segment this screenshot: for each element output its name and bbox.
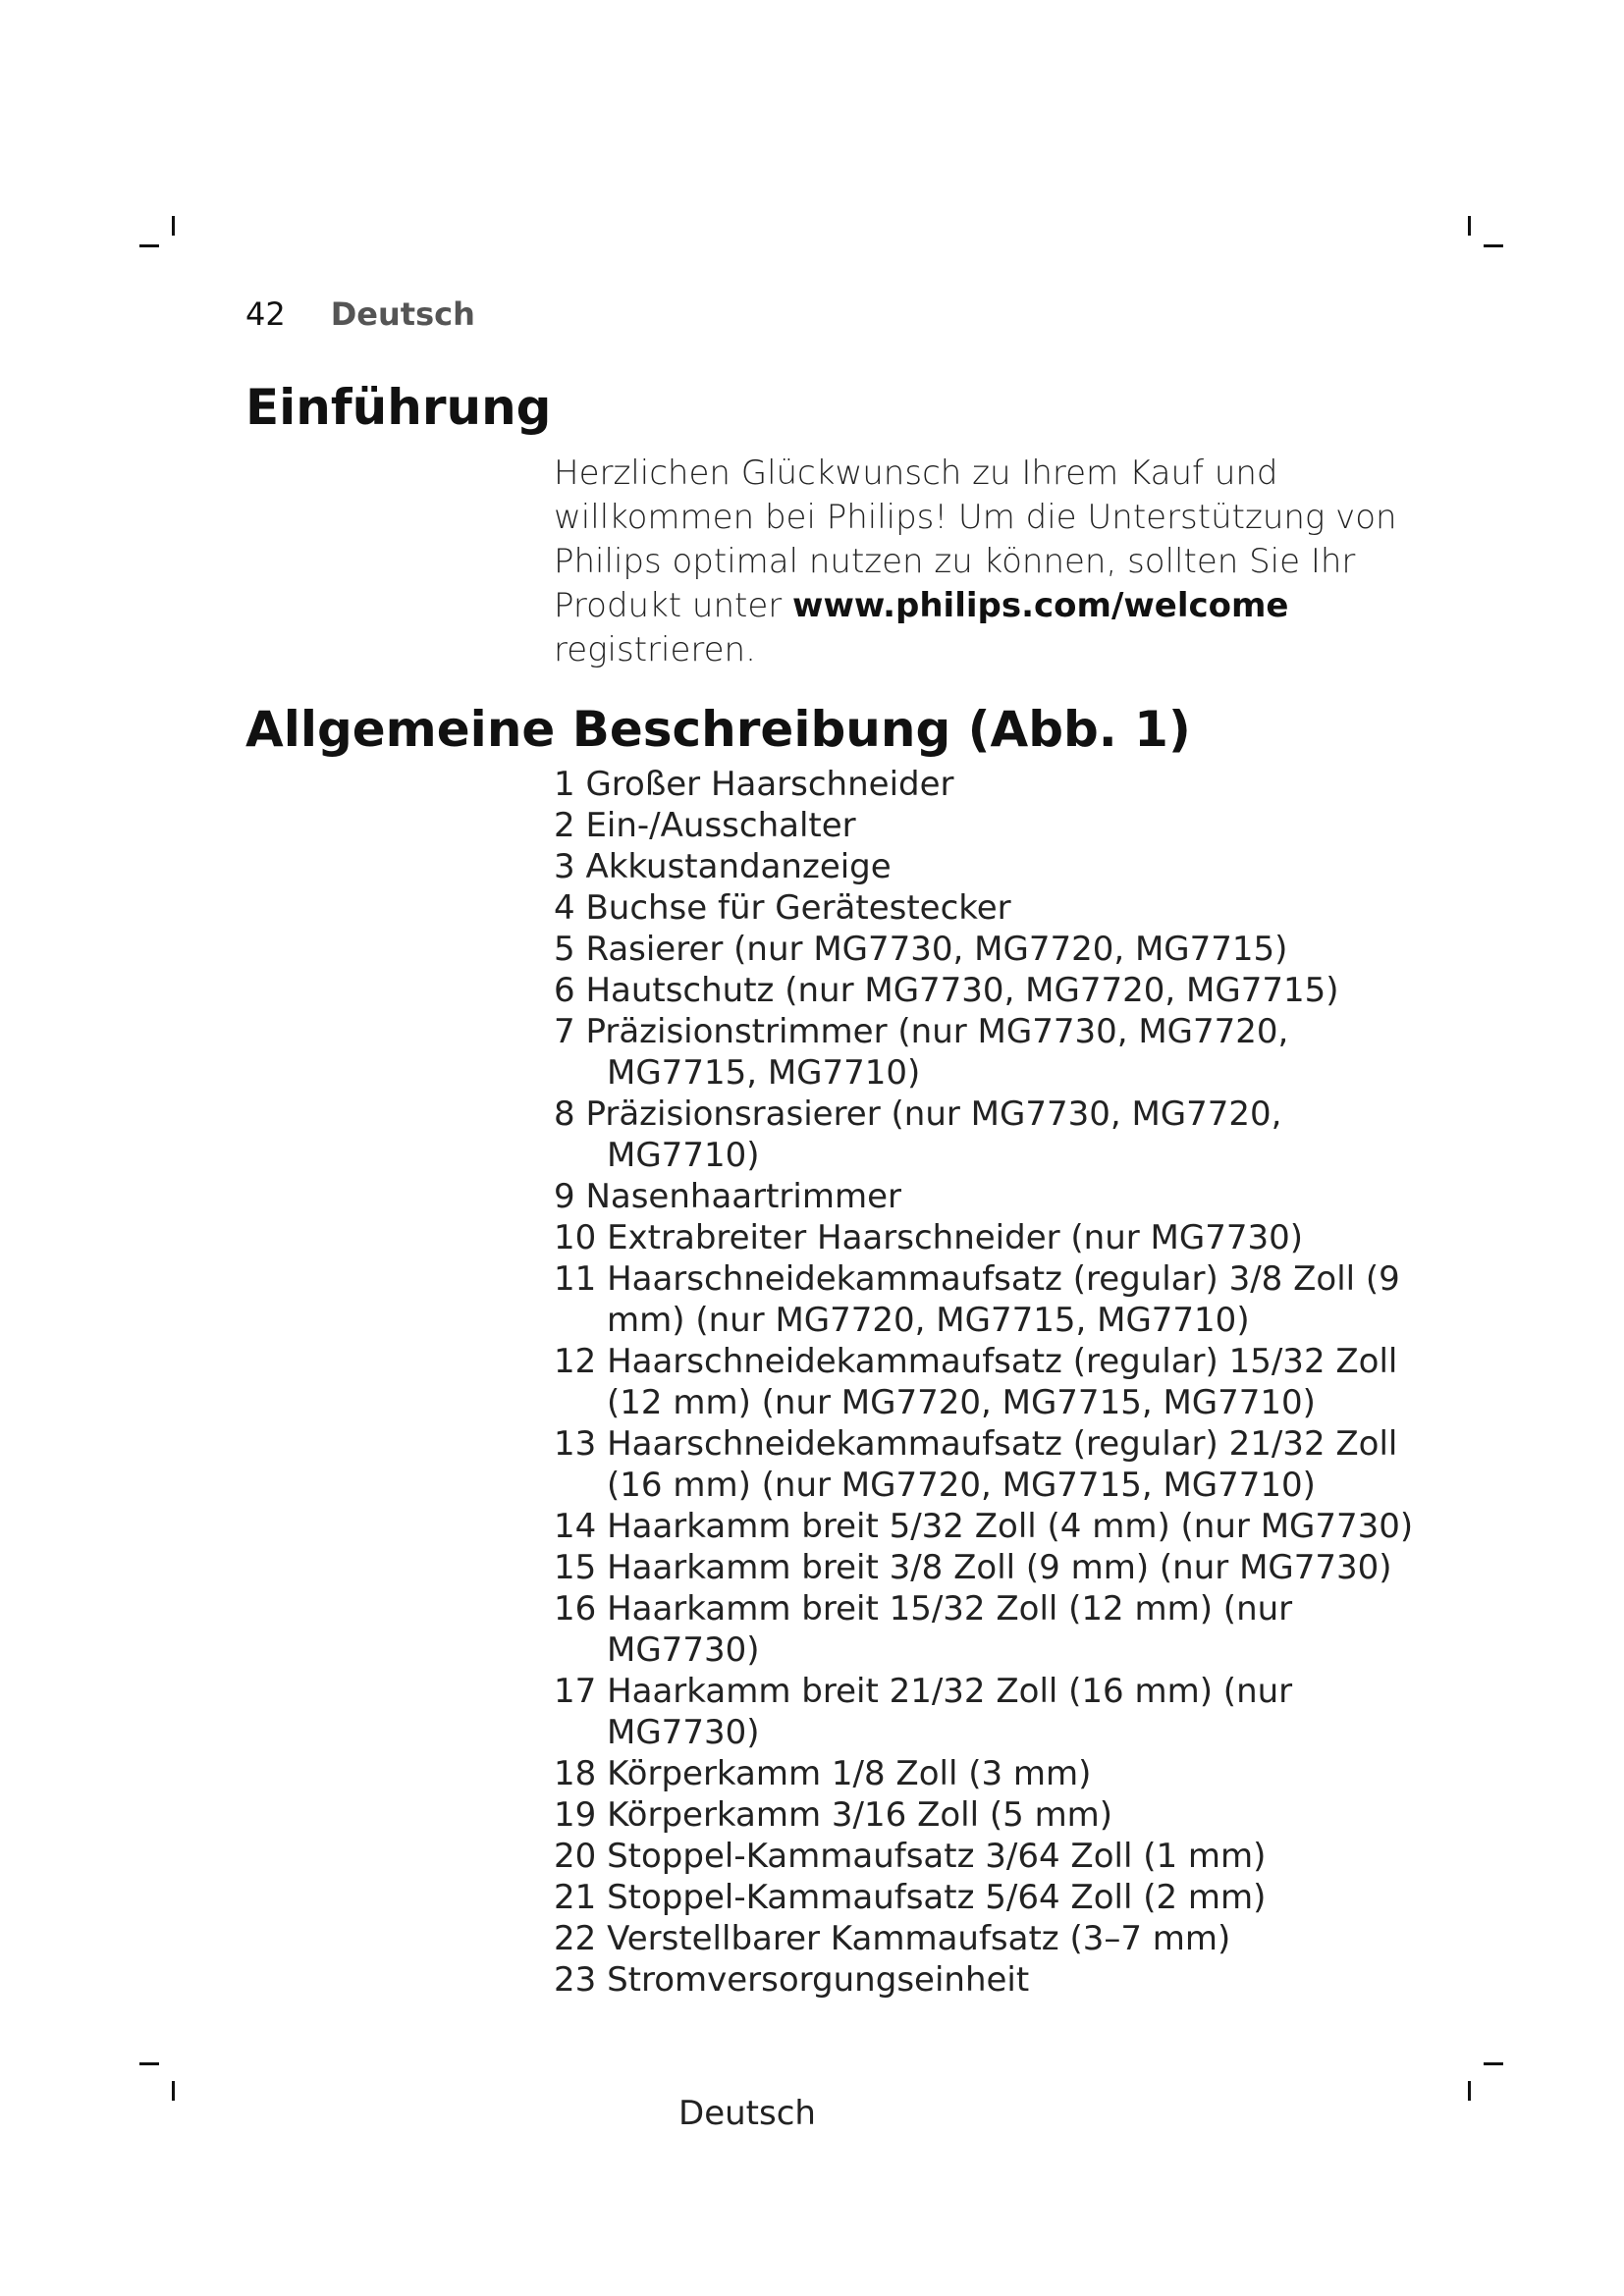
intro-text-end: registrieren. bbox=[554, 630, 756, 669]
crop-mark-bottom-right-h bbox=[1484, 2062, 1503, 2065]
intro-paragraph bbox=[554, 452, 1437, 672]
description-heading: Allgemeine Beschreibung (Abb. 1) bbox=[245, 701, 1191, 758]
list-item: 6 Hautschutz (nur MG7730, MG7720, MG7715) bbox=[554, 971, 1339, 1010]
intro-text: Herzlichen Glückwunsch zu Ihrem Kauf und willkommen bei Philips! Um die Unterstützung von Philips optimal nutzen zu können, sollten Sie Ihr Produkt unter bbox=[554, 454, 1397, 625]
header-language: Deutsch bbox=[330, 295, 475, 333]
list-item: 9 Nasenhaartrimmer bbox=[554, 1177, 901, 1216]
list-item: 15 Haarkamm breit 3/8 Zoll (9 mm) (nur MG7730) bbox=[554, 1548, 1392, 1587]
crop-mark-bottom-left-h bbox=[139, 2062, 159, 2065]
list-item: 7 Präzisionstrimmer (nur MG7730, MG7720, MG7715, MG7710) bbox=[554, 1012, 1289, 1093]
list-item: 5 Rasierer (nur MG7730, MG7720, MG7715) bbox=[554, 930, 1288, 969]
list-item: 11 Haarschneidekammaufsatz (regular) 3/8 Zoll (9 mm) (nur MG7720, MG7715, MG7710) bbox=[554, 1259, 1400, 1340]
list-item: 8 Präzisionsrasierer (nur MG7730, MG7720, MG7710) bbox=[554, 1095, 1282, 1175]
crop-mark-top-left-h bbox=[139, 244, 159, 247]
list-item: 10 Extrabreiter Haarschneider (nur MG7730) bbox=[554, 1218, 1304, 1257]
list-item: 23 Stromversorgungseinheit bbox=[554, 1960, 1030, 2000]
crop-mark-top-right-v bbox=[1468, 216, 1471, 236]
crop-mark-top-right-h bbox=[1484, 244, 1503, 247]
list-item: 18 Körperkamm 1/8 Zoll (3 mm) bbox=[554, 1754, 1092, 1793]
welcome-link: www.philips.com/welcome bbox=[792, 586, 1289, 625]
list-item: 17 Haarkamm breit 21/32 Zoll (16 mm) (nur MG7730) bbox=[554, 1672, 1293, 1752]
list-item: 14 Haarkamm breit 5/32 Zoll (4 mm) (nur MG7730) bbox=[554, 1507, 1414, 1546]
list-item: 1 Großer Haarschneider bbox=[554, 765, 954, 804]
list-item: 4 Buchse für Gerätestecker bbox=[554, 888, 1011, 928]
list-item: 16 Haarkamm breit 15/32 Zoll (12 mm) (nur MG7730) bbox=[554, 1589, 1293, 1670]
intro-heading: Einführung bbox=[245, 379, 552, 436]
list-item: 2 Ein-/Ausschalter bbox=[554, 806, 856, 845]
list-item: 19 Körperkamm 3/16 Zoll (5 mm) bbox=[554, 1795, 1113, 1835]
list-item: 13 Haarschneidekammaufsatz (regular) 21/32 Zoll (16 mm) (nur MG7720, MG7715, MG7710) bbox=[554, 1424, 1398, 1505]
page-number: 42 bbox=[245, 295, 286, 333]
list-item: 21 Stoppel-Kammaufsatz 5/64 Zoll (2 mm) bbox=[554, 1878, 1267, 1917]
parts-list bbox=[554, 764, 1437, 2001]
crop-mark-top-left-v bbox=[172, 216, 175, 236]
list-item: 3 Akkustandanzeige bbox=[554, 847, 892, 886]
list-item: 12 Haarschneidekammaufsatz (regular) 15/32 Zoll (12 mm) (nur MG7720, MG7715, MG7710) bbox=[554, 1342, 1398, 1422]
page-footer: Deutsch bbox=[678, 2094, 816, 2133]
list-item: 22 Verstellbarer Kammaufsatz (3–7 mm) bbox=[554, 1919, 1231, 1958]
page-header bbox=[245, 294, 475, 334]
list-item: 20 Stoppel-Kammaufsatz 3/64 Zoll (1 mm) bbox=[554, 1837, 1267, 1876]
